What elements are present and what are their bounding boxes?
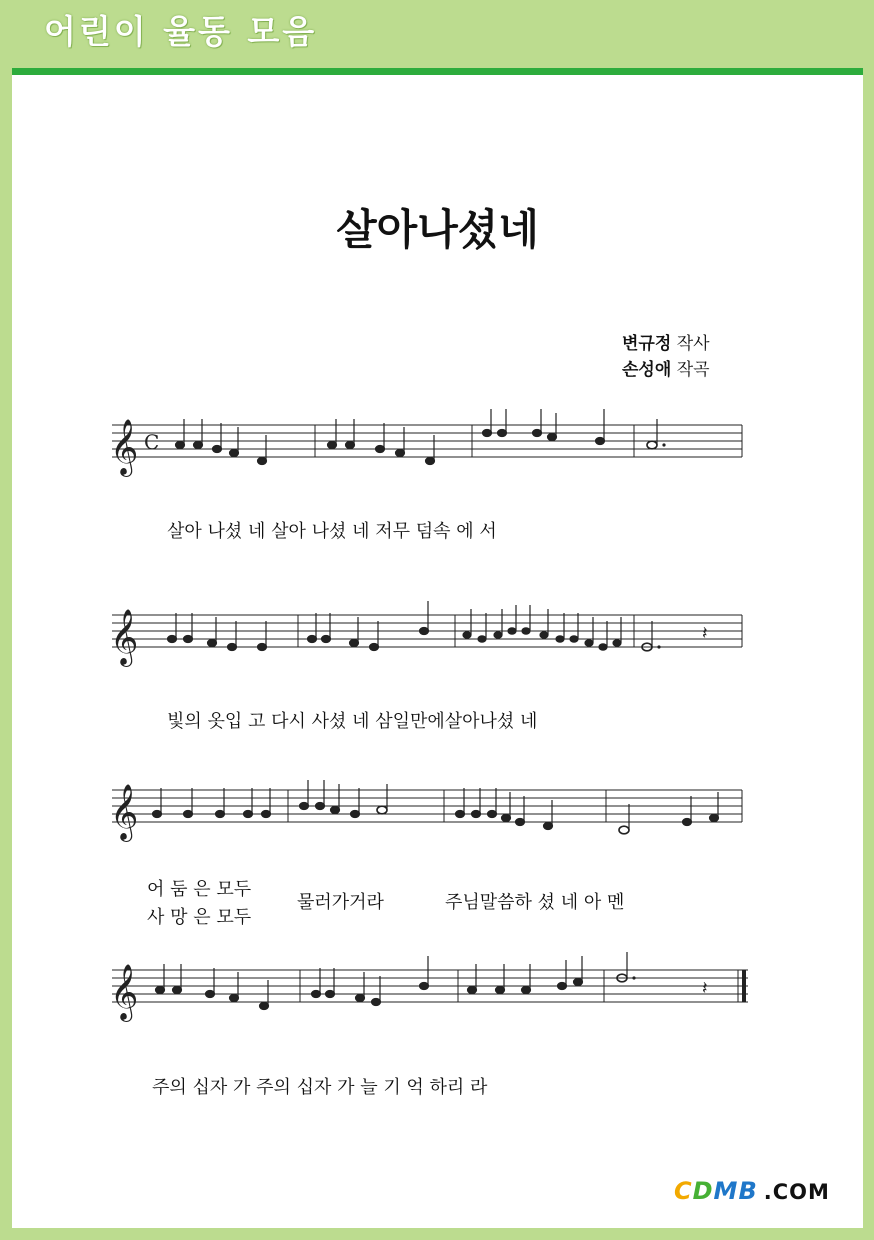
lyricist-credit [622,329,710,354]
staff-line-3 [12,770,863,860]
lyric-line-4: 주의 십자 가 주의 십자 가 늘 기 억 하리 라 [152,1077,488,1098]
composer-name: 손성애 [622,360,672,380]
lyricist-name: 변규정 [622,334,672,354]
treble-clef-icon: 𝄞 [110,609,139,665]
composer-credit [622,355,710,380]
quarter-rest-icon: 𝄽 [702,978,708,999]
lyric-line-3c: 물러가거라 [297,892,384,913]
lyric-line-2: 빛의 옷입 고 다시 사셨 네 삼일만에살아나셨 네 [167,711,538,732]
treble-clef-icon: 𝄞 [110,964,139,1020]
lyric-line-1: 살아 나셨 네 살아 나셨 네 저무 덤속 에 서 [167,521,497,542]
lyric-line-3a: 어 둠 은 모두 [147,879,252,900]
sheet-music-page [12,75,863,1228]
header-title: 어린이 율동 모음 [44,12,318,51]
treble-clef-icon: 𝄞 [110,419,139,475]
cdmb-logo: CDMB .COM [674,1177,830,1205]
composer-role: 작곡 [676,360,710,380]
quarter-rest-icon: 𝄽 [702,623,708,644]
staff-line-4 [12,950,863,1040]
song-title: 살아나셨네 [336,205,539,254]
lyric-line-3b: 사 망 은 모두 [147,907,252,928]
time-signature: C [144,430,160,454]
lyricist-role: 작사 [676,334,710,354]
header-divider [12,68,863,75]
treble-clef-icon: 𝄞 [110,784,139,840]
staff-line-2 [12,595,863,685]
lyric-line-3d: 주님말씀하 셨 네 아 멘 [445,892,625,913]
staff-line-1 [12,405,863,495]
